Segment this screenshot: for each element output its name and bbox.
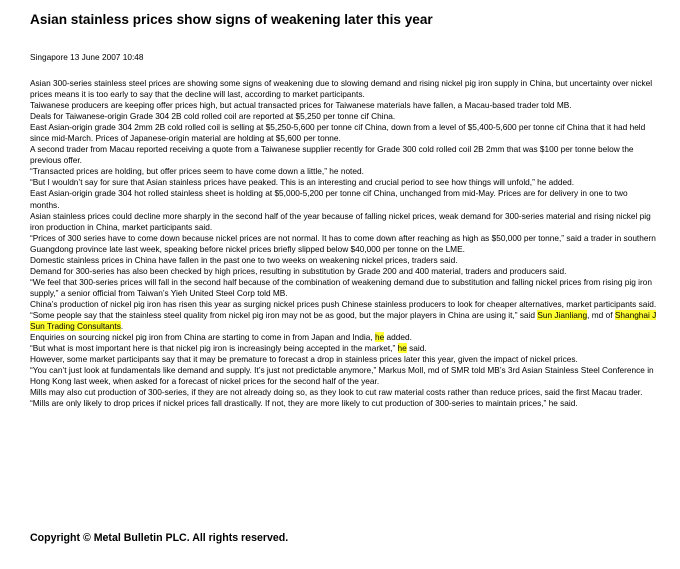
- article-paragraph: East Asian-origin grade 304 2mm 2B cold rolled coil is selling at $5,250-5,600 per tonne cif China, down from a level of $5,400-5,600 per tonne cif China that it had held since mid-March. Prices of Japanese-origin material are holding at $5,600 per tonne.: [30, 122, 646, 144]
- article-paragraph-important: [30, 343, 658, 354]
- article-paragraph: East Asian-origin grade 304 hot rolled stainless sheet is holding at $5,000-5,200 per tonne cif China, unchanged from mid-May. Prices are for delivery in one to two months.: [30, 188, 628, 210]
- article-paragraph: Demand for 300-series has also been checked by high prices, resulting in substitution by Grade 200 and 400 material, traders and producers said.: [30, 265, 567, 276]
- article-paragraph: “Transacted prices are holding, but offer prices seem to have come down a little,” he noted.: [30, 166, 364, 177]
- enquiries-text: Enquiries on sourcing nickel pig iron from China are starting to come in from Japan and India,: [30, 332, 375, 343]
- article-paragraph: Taiwanese producers are keeping offer prices high, but actual transacted prices for Taiwanese materials have fallen, a Macau-based trader told MB.: [30, 100, 572, 111]
- quote-text: “Some people say that the stainless steel quality from nickel pig iron may not be as good, but the major players in China are using it,” said: [30, 309, 538, 320]
- article-paragraph: “We feel that 300-series prices will fall in the second half because of the combination of weakening demand due to substitution and falling nickel prices from rising pig iron supply,” a senior official from Taiwan’s Yieh United Steel Corp told MB.: [30, 276, 652, 298]
- article-paragraph-quote: [30, 310, 658, 332]
- article-paragraph: Deals for Taiwanese-origin Grade 304 2B cold rolled coil are reported at $5,250 per tonne cif China.: [30, 111, 396, 122]
- article-paragraph: Mills may also cut production of 300-series, if they are not already doing so, as they look to cut raw material costs rather than reduce prices, said the first Macau trader.: [30, 387, 643, 398]
- article-paragraph-enquiries: [30, 332, 658, 343]
- article-paragraph: A second trader from Macau reported receiving a quote from a Taiwanese supplier recently for Grade 300 cold rolled coil 2B 2mm that was $100 per tonne below the previous offer.: [30, 144, 634, 166]
- highlighted-company-name: Shanghai J Sun Trading Consultants: [30, 309, 657, 332]
- article-paragraph: Asian 300-series stainless steel prices are showing some signs of weakening due to slowing demand and rising nickel pig iron supply in China, but uncertainty over nickel prices means it is too early to say that the decline will last, according to market participants.: [30, 78, 653, 100]
- highlighted-person-name: Sun Jianliang: [537, 309, 588, 320]
- copyright-notice: Copyright © Metal Bulletin PLC. All rights reserved.: [30, 532, 289, 544]
- quote-text-middle: , md of: [587, 309, 615, 320]
- article-paragraph: “Prices of 300 series have to come down because nickel prices are not normal. It has to come down after reaching as high as $50,000 per tonne,” said a trader in southern Guangdong province late last week, speaking before nickel prices briefly slipped below $40,000 per tonne on the LME.: [30, 232, 656, 254]
- quote-text-end: .: [120, 321, 124, 332]
- article-body: [30, 78, 658, 409]
- important-text: “But what is most important here is that nickel pig iron is increasingly being accepted in the market,”: [30, 343, 398, 354]
- important-text-end: said.: [406, 343, 427, 354]
- article-dateline: Singapore 13 June 2007 10:48: [30, 52, 144, 62]
- article-paragraph: “You can’t just look at fundamentals like demand and supply. It’s just not predictable anymore,” Markus Moll, md of SMR told MB’s 3rd Asian Stainless Steel Conference in Hong Kong last week, when asked for a forecast of nickel prices for the second half of the year.: [30, 365, 654, 387]
- article-paragraph: China’s production of nickel pig iron has risen this year as surging nickel prices push Chinese stainless producers to look for cheaper alternatives, market participants said.: [30, 298, 657, 309]
- enquiries-text-end: added.: [384, 332, 412, 343]
- article-paragraph: “But I wouldn’t say for sure that Asian stainless prices have peaked. This is an interesting and crucial period to see how things will unfold,” he added.: [30, 177, 575, 188]
- highlighted-pronoun: he: [397, 343, 407, 354]
- article-headline: Asian stainless prices show signs of weakening later this year: [30, 12, 433, 27]
- article-paragraph: However, some market participants say that it may be premature to forecast a drop in stainless prices later this year, given the impact of nickel prices.: [30, 354, 578, 365]
- article-paragraph: Domestic stainless prices in China have fallen in the past one to two weeks on weakening nickel prices, traders said.: [30, 254, 458, 265]
- article-paragraph: Asian stainless prices could decline more sharply in the second half of the year because of falling nickel prices, weak demand for 300-series material and rising nickel pig iron production in China, market participants said.: [30, 210, 651, 232]
- article-paragraph: “Mills are only likely to drop prices if nickel prices fall drastically. If not, they are more likely to cut production of 300-series to maintain prices,” he said.: [30, 398, 578, 409]
- highlighted-pronoun: he: [374, 332, 385, 343]
